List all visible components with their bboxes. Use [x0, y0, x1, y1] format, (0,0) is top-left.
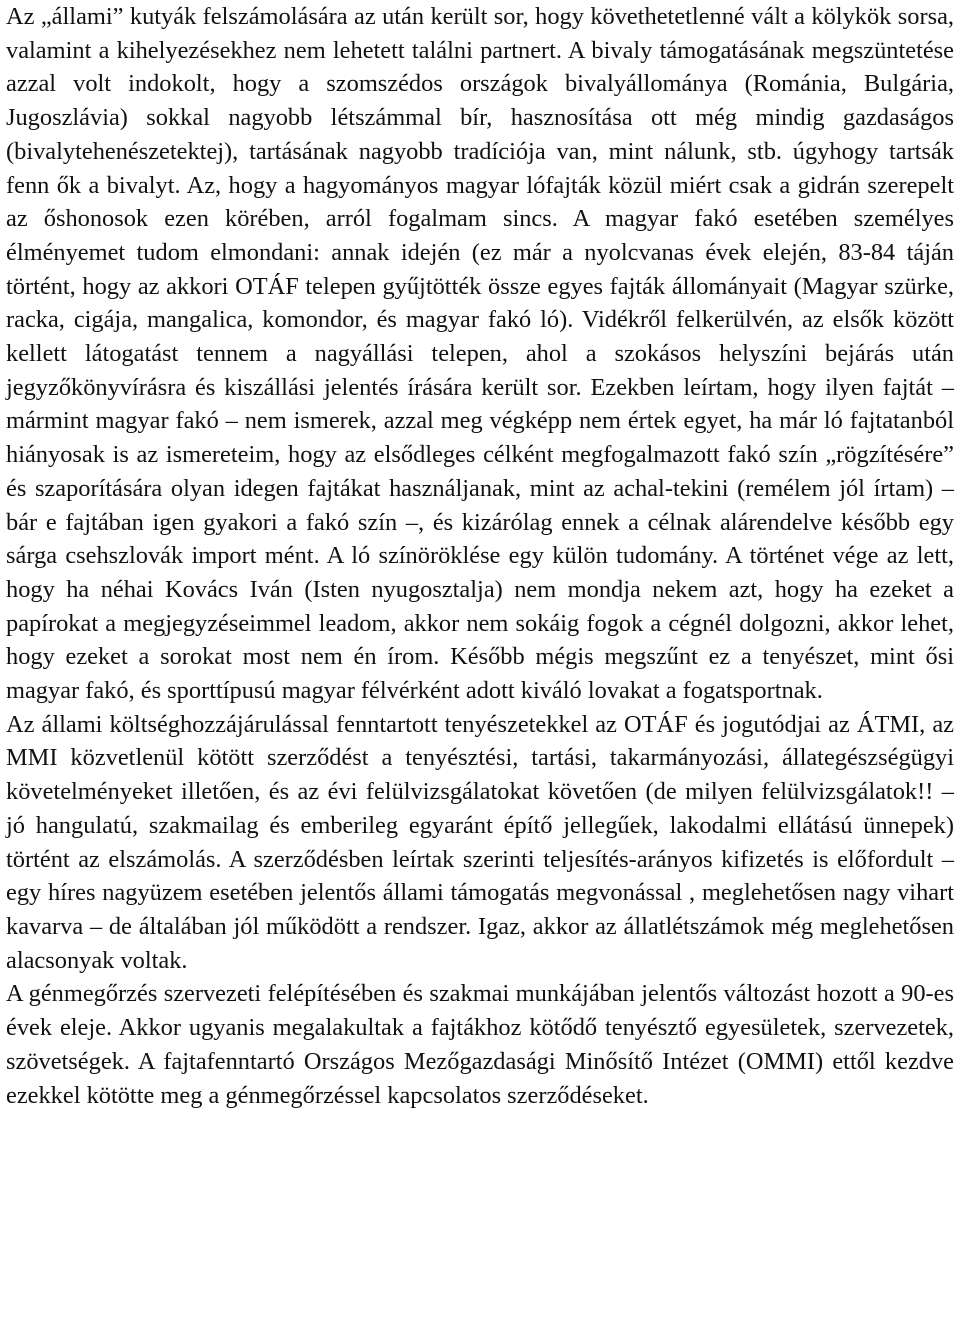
paragraph-2: Az állami költséghozzájárulással fenntartott tenyészetekkel az OTÁF és jogutódjai az ÁTMI, az MMI közvetlenül kötött szerződést a tenyésztési, tartási, takarmányozási, állategészségügyi követelményeket illetően, és az évi felülvizsgálatokat követően (de milyen felülvizsgálatok!! – jó hangulatú, szakmailag és emberileg egyaránt építő jellegűek, lakodalmi ellátású ünnepek) történt az elszámolás. A szerződésben leírtak szerinti teljesítés-arányos kifizetés is előfordult – egy híres nagyüzem esetében jelentős állami támogatás megvonással , meglehetősen nagy vihart kavarva – de általában jól működött a rendszer. Igaz, akkor az állatlétszámok még meglehetősen alacsonyak voltak. — [6, 710, 954, 974]
paragraph-1: Az „állami” kutyák felszámolására az után került sor, hogy követhetetlenné vált a kölykök sorsa, valamint a kihelyezésekhez nem lehetett találni partnert. A bivaly támogatásának megszüntetése azzal volt indokolt, hogy a szomszédos országok bivalyállománya (Románia, Bulgária, Jugoszlávia) sokkal nagyobb létszámmal bír, hasznosítása ott még mindig gazdaságos (bivalytehenészetektej), tartásának nagyobb tradíciója van, mint nálunk, stb. úgyhogy tartsák fenn ők a bivalyt. Az, hogy a hagyományos magyar lófajták közül miért csak a gidrán szerepelt az őshonosok ezen körében, arról fogalmam sincs. A magyar fakó esetében személyes élményemet tudom elmondani: annak idején (ez már a nyolcvanas évek elején, 83-84 táján történt, hogy az akkori OTÁF telepen gyűjtötték össze egyes fajták állományait (Magyar szürke, racka, cigája, mangalica, komondor, és magyar fakó ló). Vidékről felkerülvén, az elsők között kellett látogatást tennem a nagyállási telepen, ahol a szokásos helyszíni bejárás után jegyzőkönyvírásra és kiszállási jelentés írására került sor. Ezekben leírtam, hogy ilyen fajtát – mármint magyar fakó – nem ismerek, azzal meg végképp nem értek egyet, ha már ló fajtatanból hiányosak is az ismereteim, hogy az elsődleges célként megfogalmazott fakó szín „rögzítésére” és szaporítására olyan idegen fajtákat használjanak, mint az achal-tekini (remélem jól írtam) – bár e fajtában igen gyakori a fakó szín –, és kizárólag ennek a célnak alárendelve később egy sárga csehszlovák import mént. A ló színöröklése egy külön tudomány. A történet vége az lett, hogy ha néhai Kovács Iván (Isten nyugosztalja) nem mondja nekem azt, hogy ha ezeket a papírokat a megjegyzéseimmel leadom, akkor nem sokáig fogok a cégnél dolgozni, akkor lehet, hogy ezeket a sorokat most nem én írom. Később mégis megszűnt ez a tenyészet, mint ősi magyar fakó, és sporttípusú magyar félvérként adott kiváló lovakat a fogatsportnak. — [6, 3, 954, 705]
document-page — [6, 0, 954, 1112]
paragraph-3: A génmegőrzés szervezeti felépítésében és szakmai munkájában jelentős változást hozott a 90-es évek eleje. Akkor ugyanis megalakultak a fajtákhoz kötődő tenyésztő egyesületek, szervezetek, szövetségek. A fajtafenntartó Országos Mezőgazdasági Minősítő Intézet (OMMI) ettől kezdve ezekkel kötötte meg a génmegőrzéssel kapcsolatos szerződéseket. — [6, 980, 954, 1109]
